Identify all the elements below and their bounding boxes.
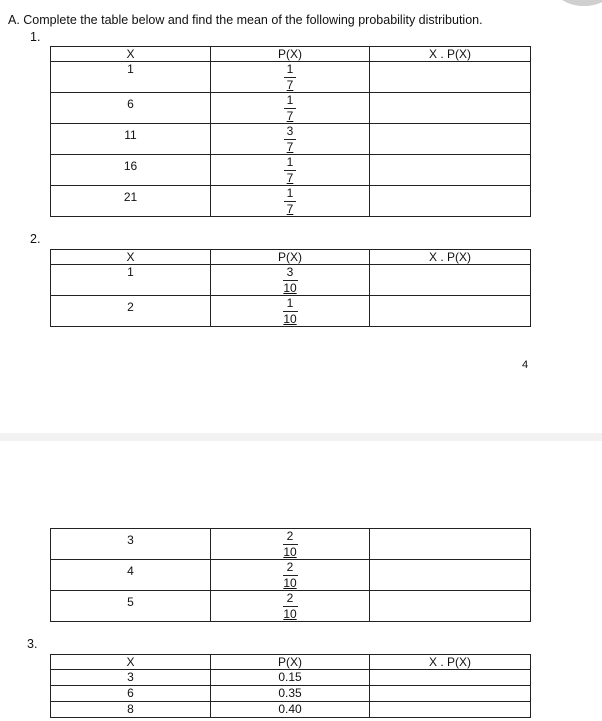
numerator: 2 [286, 591, 294, 605]
header-px: P(X) [211, 250, 370, 265]
table-header-row [51, 250, 531, 265]
probability-value: 0.40 [211, 702, 370, 718]
corner-decoration [552, 0, 602, 6]
probability-fraction [211, 186, 370, 217]
probability-fraction [211, 62, 370, 93]
numerator: 2 [286, 560, 294, 574]
probability-fraction [211, 296, 370, 327]
probability-fraction [211, 93, 370, 124]
numerator: 1 [286, 155, 294, 169]
problem-3-number: 3. [27, 637, 38, 651]
table-row [51, 529, 531, 560]
product-cell[interactable] [370, 560, 531, 591]
header-x: X [51, 655, 211, 670]
x-value: 1 [51, 265, 211, 296]
product-cell[interactable] [370, 186, 531, 217]
probability-fraction [211, 265, 370, 296]
denominator: 10 [283, 281, 297, 295]
x-value: 5 [51, 591, 211, 622]
numerator: 3 [286, 265, 294, 279]
table-row [51, 265, 531, 296]
x-value: 6 [51, 686, 211, 702]
header-xpx: X . P(X) [370, 47, 531, 62]
numerator: 1 [286, 186, 294, 200]
header-x: X [51, 47, 211, 62]
x-value: 6 [51, 93, 211, 124]
numerator: 2 [286, 529, 294, 543]
problem-1-table [50, 46, 531, 217]
header-xpx: X . P(X) [370, 655, 531, 670]
table-row [51, 93, 531, 124]
table-row [51, 591, 531, 622]
product-cell[interactable] [370, 686, 531, 702]
header-px: P(X) [211, 47, 370, 62]
probability-fraction [211, 529, 370, 560]
denominator: 7 [286, 109, 294, 123]
instructions-heading: A. Complete the table below and find the mean of the following probability distribution. [8, 13, 483, 27]
header-xpx: X . P(X) [370, 250, 531, 265]
product-cell[interactable] [370, 529, 531, 560]
probability-value: 0.15 [211, 670, 370, 686]
table-row [51, 686, 531, 702]
x-value: 11 [51, 124, 211, 155]
numerator: 1 [286, 93, 294, 107]
product-cell[interactable] [370, 591, 531, 622]
problem-2-number: 2. [30, 232, 41, 246]
problem-1-number: 1. [30, 30, 41, 44]
table-row [51, 124, 531, 155]
problem-2-table-continued [50, 528, 531, 622]
header-x: X [51, 250, 211, 265]
table-row [51, 186, 531, 217]
header-px: P(X) [211, 655, 370, 670]
x-value: 4 [51, 560, 211, 591]
denominator: 10 [283, 545, 297, 559]
page-break [0, 433, 602, 441]
probability-fraction [211, 591, 370, 622]
product-cell[interactable] [370, 93, 531, 124]
problem-2-table [50, 249, 531, 327]
x-value: 16 [51, 155, 211, 186]
denominator: 10 [283, 607, 297, 621]
problem-3-table [50, 654, 531, 718]
denominator: 7 [286, 140, 294, 154]
product-cell[interactable] [370, 702, 531, 718]
product-cell[interactable] [370, 670, 531, 686]
x-value: 3 [51, 670, 211, 686]
product-cell[interactable] [370, 296, 531, 327]
x-value: 8 [51, 702, 211, 718]
probability-fraction [211, 560, 370, 591]
x-value: 3 [51, 529, 211, 560]
x-value: 1 [51, 62, 211, 93]
x-value: 2 [51, 296, 211, 327]
x-value: 21 [51, 186, 211, 217]
product-cell[interactable] [370, 124, 531, 155]
table-header-row [51, 47, 531, 62]
probability-fraction [211, 124, 370, 155]
table-row [51, 670, 531, 686]
probability-fraction [211, 155, 370, 186]
table-row [51, 62, 531, 93]
page-number: 4 [522, 359, 529, 371]
numerator: 1 [286, 296, 294, 310]
product-cell[interactable] [370, 155, 531, 186]
table-row [51, 560, 531, 591]
probability-value: 0.35 [211, 686, 370, 702]
table-row [51, 155, 531, 186]
numerator: 3 [286, 124, 294, 138]
denominator: 7 [286, 202, 294, 216]
table-row [51, 702, 531, 718]
table-header-row [51, 655, 531, 670]
denominator: 7 [286, 171, 294, 185]
denominator: 10 [283, 576, 297, 590]
denominator: 7 [286, 78, 294, 92]
product-cell[interactable] [370, 265, 531, 296]
product-cell[interactable] [370, 62, 531, 93]
denominator: 10 [283, 312, 297, 326]
table-row [51, 296, 531, 327]
numerator: 1 [286, 62, 294, 76]
